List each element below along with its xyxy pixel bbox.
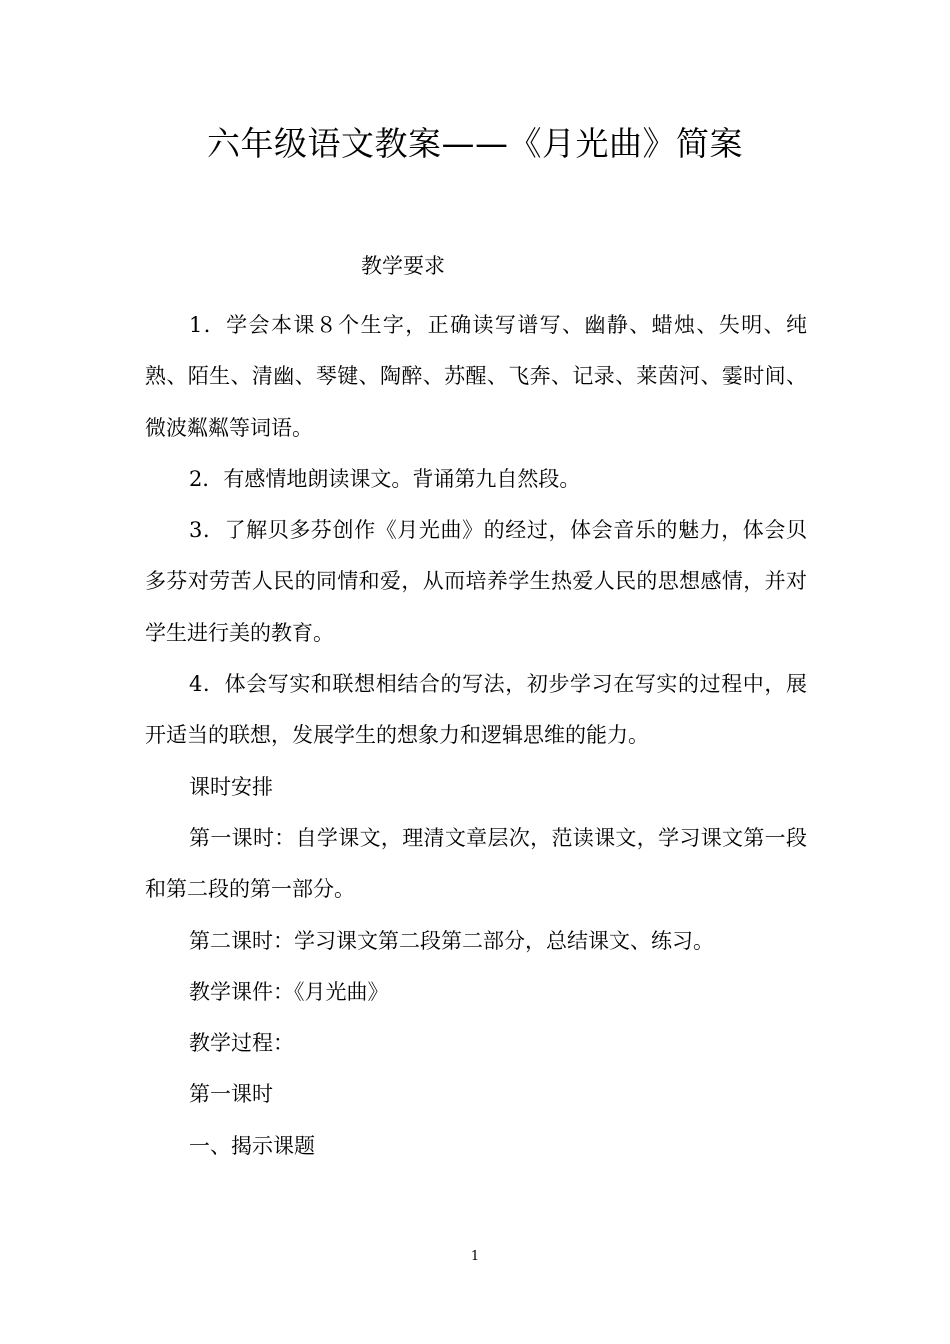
courseware-line: 教学课件：《月光曲》 (189, 979, 389, 1004)
section-heading-teaching-requirements: 教学要求 (361, 254, 445, 278)
requirement-item-2 (145, 454, 807, 505)
lesson-1-plan: 第一课时：自学课文，理清文章层次，范读课文，学习课文第一段和第二段的第一部分。 (145, 825, 807, 902)
requirement-number: 4． (189, 672, 225, 697)
requirement-text: 学会本课８个生字，正确读写谱写、幽静、蜡烛、失明、纯熟、陌生、清幽、琴键、陶醉、苏醒、飞奔、记录、莱茵河、霎时间、微波粼粼等词语。 (145, 313, 807, 440)
requirement-number: 1． (189, 313, 227, 337)
requirement-number: 3． (189, 518, 225, 543)
first-lesson-heading: 第一课时 (189, 1082, 273, 1107)
requirement-item-4 (145, 659, 807, 762)
schedule-heading: 课时安排 (189, 774, 273, 799)
requirement-text: 了解贝多芬创作《月光曲》的经过，体会音乐的魅力，体会贝多芬对劳苦人民的同情和爱，从而培养学生热爱人民的思想感情，并对学生进行美的教育。 (145, 518, 807, 645)
process-heading: 教学过程： (189, 1031, 294, 1056)
document-title: 六年级语文教案——《月光曲》简案 (207, 124, 743, 163)
document-body (145, 300, 807, 1172)
requirement-item-3 (145, 505, 807, 659)
requirement-item-1 (145, 300, 807, 454)
requirement-text: 有感情地朗读课文。背诵第九自然段。 (223, 466, 581, 491)
lesson-2-plan: 第二课时：学习课文第二段第二部分，总结课文、练习。 (189, 928, 714, 953)
page-number: 1 (470, 1249, 480, 1264)
requirement-number: 2． (189, 466, 224, 491)
requirement-text: 体会写实和联想相结合的写法，初步学习在写实的过程中，展开适当的联想，发展学生的想象力和逻辑思维的能力。 (145, 672, 807, 748)
step-1-heading: 一、揭示课题 (189, 1133, 315, 1158)
